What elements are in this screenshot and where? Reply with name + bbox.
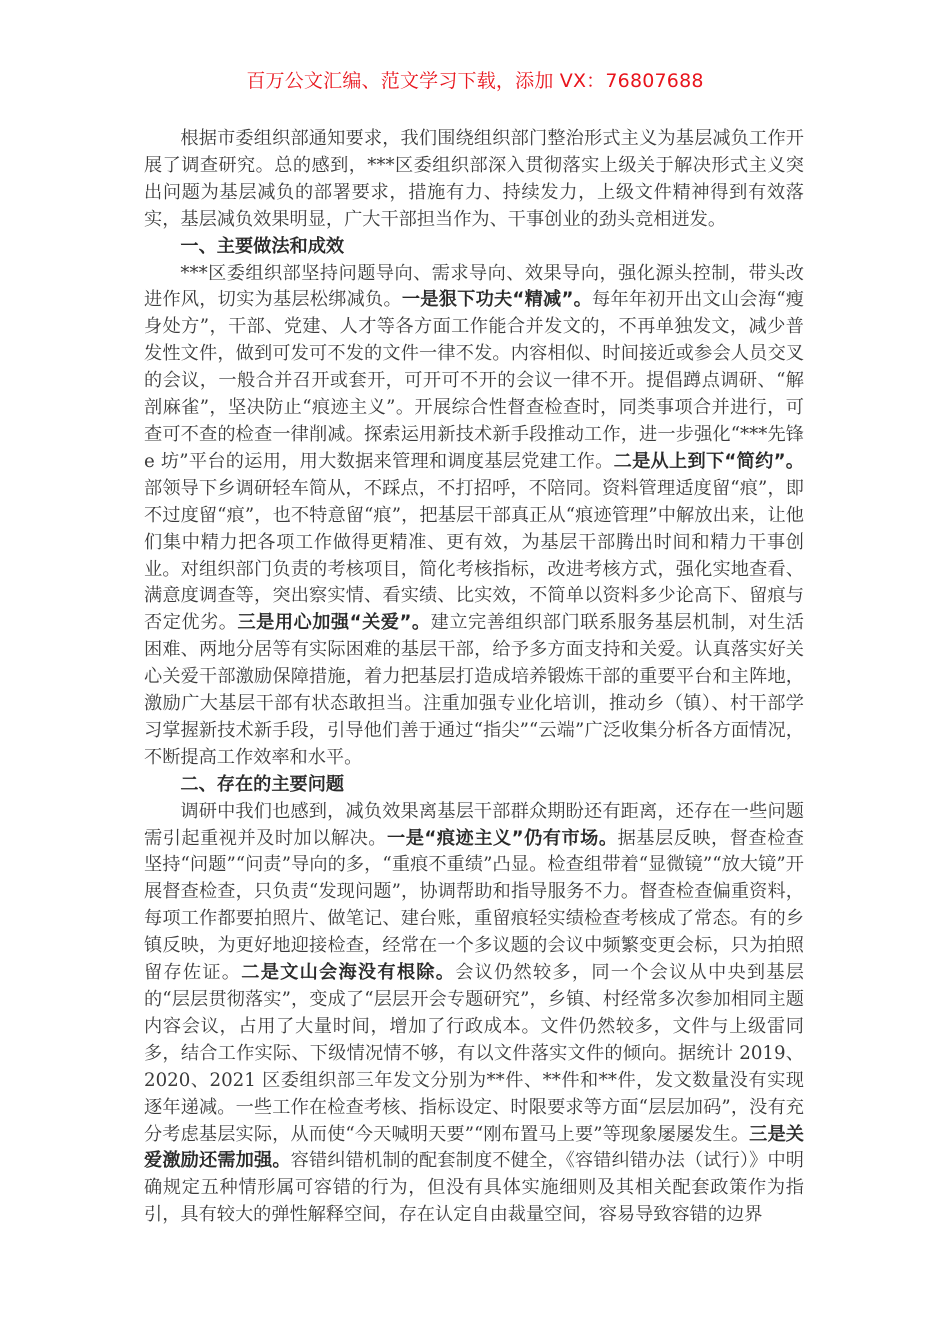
- bold-point-3: 三是用心加强“关爱”。: [237, 612, 431, 634]
- bold-point-1: 一是狠下功夫“精减”。: [401, 289, 593, 311]
- text: 会议仍然较多，同一个会议从中央到基层的“层层贯彻落实”，变成了“层层开会专题研究”，乡镇、村经常多次参加相同主题内容会议，占用了大量时间，增加了行政成本。文件仍然较多，文件与上级雷同多，结合工作实际、下级情况情不够，有以文件落实文件的倾向。据统计 2019、2020、2021 区委组织部三年发文分别为**件、**件和**件，发文数量没有实现逐年递减。一些工作在检查考核、指标设定、时限要求等方面“层层加码”，没有充分考虑基层实际，从而使“今天喊明天要”“刚布置马上要”等现象屡屡发生。: [144, 962, 804, 1145]
- text: ***区委组织部坚持问题导向、需求导向、效果导向，强化源头控制，带头改进作风，切实为基层松绑减负。: [144, 262, 804, 311]
- document-body: [144, 126, 804, 1229]
- text: 容错纠错机制的配套制度不健全，《容错纠错办法（试行）》中明确规定五种情形属可容错的行为，但没有具体实施细则及其相关配套政策作为指引，具有较大的弹性解释空间，存在认定自由裁量空间，容易导致容错的边界: [144, 1150, 804, 1226]
- intro-paragraph: 根据市委组织部通知要求，我们围绕组织部门整治形式主义为基层减负工作开展了调查研究。总的感到，***区委组织部深入贯彻落实上级关于解决形式主义突出问题为基层减负的部署要求，措施有力、持续发力，上级文件精神得到有效落实，基层减负效果明显，广大干部担当作为、干事创业的劲头竞相迸发。: [144, 128, 804, 230]
- bold-point-2: 二是文山会海没有根除。: [241, 962, 456, 984]
- bold-point-3: 三是关爱激励还需加强。: [144, 1123, 804, 1172]
- text: 每年年初开出文山会海“瘦身处方”，干部、党建、人才等各方面工作能合并发文的，不再单独发文，减少普发性文件，做到可发可不发的文件一律不发。内容相似、时间接近或参会人员交叉的会议，一般合并召开或套开，可开可不开的会议一律不开。提倡蹲点调研、“解剖麻雀”，坚决防止“痕迹主义”。开展综合性督查检查时，同类事项合并进行，可查可不查的检查一律削减。探索运用新技术新手段推动工作，进一步强化“***先锋 e 坊”平台的运用，用大数据来管理和调度基层党建工作。: [144, 289, 804, 472]
- text: 建立完善组织部门联系服务基层机制，对生活困难、两地分居等有实际困难的基层干部，给予多方面支持和关爱。认真落实好关心关爱干部激励保障措施，着力把基层打造成培养锻炼干部的重要平台和主阵地，激励广大基层干部有状态敢担当。注重加强专业化培训，推动乡（镇）、村干部学习掌握新技术新手段，引导他们善于通过“指尖”“云端”广泛收集分析各方面情况，不断提高工作效率和水平。: [144, 612, 804, 768]
- bold-point-1: 一是“痕迹主义”仍有市场。: [387, 827, 618, 849]
- section2-paragraph: [144, 799, 804, 1230]
- section-heading-1: 一、主要做法和成效: [180, 235, 345, 257]
- text: 调研中我们也感到，减负效果离基层干部群众期盼还有距离，还存在一些问题需引起重视并及时加以解决。: [144, 800, 804, 849]
- section1-paragraph: [144, 261, 804, 772]
- text: 据基层反映，督查检查坚持“问题”“问责”导向的多，“重痕不重绩”凸显。检查组带着“显微镜”“放大镜”开展督查检查，只负责“发现问题”，协调帮助和指导服务不力。督查检查偏重资料，每项工作都要拍照片、做笔记、建台账，重留痕轻实绩检查考核成了常态。有的乡镇反映，为更好地迎接检查，经常在一个多议题的会议中频繁变更会标，只为拍照留存佐证。: [144, 827, 804, 984]
- download-banner: 百万公文汇编、范文学习下载，添加 VX：76807688: [246, 70, 704, 92]
- text: 部领导下乡调研轻车简从，不踩点，不打招呼，不陪同。资料管理适度留“痕”，即不过度留“痕”，也不特意留“痕”，把基层干部真正从“痕迹管理”中解放出来，让他们集中精力把各项工作做得更精准、更有效，为基层干部腾出时间和精力干事创业。对组织部门负责的考核项目，简化考核指标，改进考核方式，强化实地查看、满意度调查等，突出察实情、看实绩、比实效，不简单以资料多少论高下、留痕与否定优劣。: [144, 477, 804, 634]
- bold-point-2: 二是从上到下“简约”。: [613, 450, 804, 472]
- section-heading-2: 二、存在的主要问题: [180, 773, 345, 795]
